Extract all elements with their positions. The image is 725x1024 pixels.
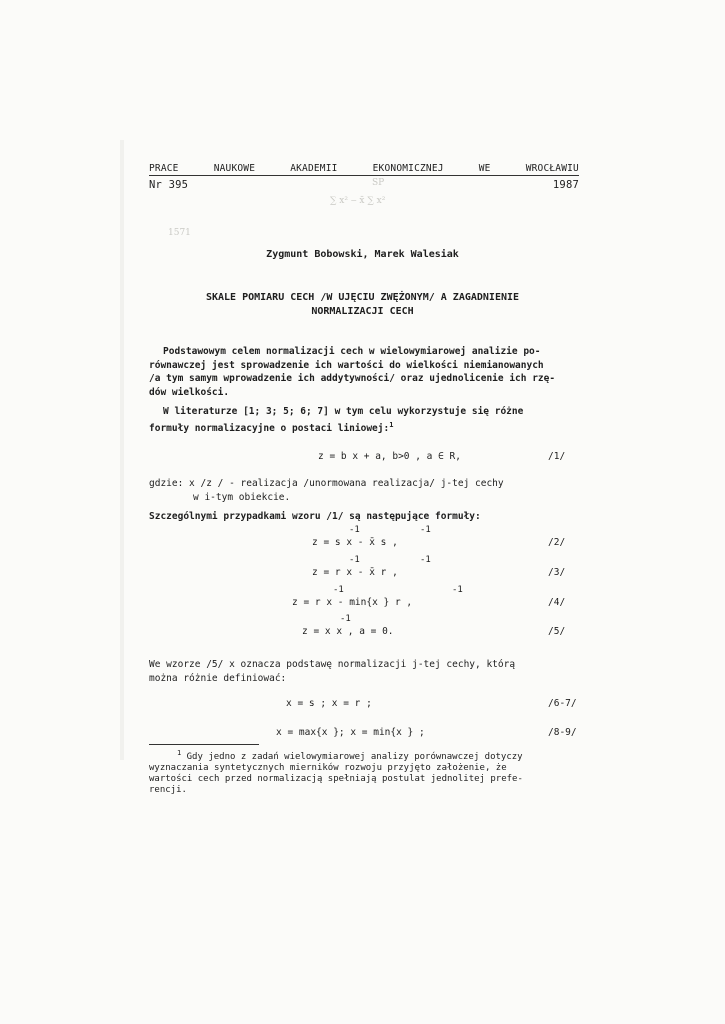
bleed-through-mark: SP [372,178,385,188]
equation-1: z = b x + a, b>0 , a ∈ R, [318,451,461,462]
definition-paragraph [149,477,581,504]
equation-8-9: x = max{x }; x = min{x } ; [276,727,425,738]
issue-line [149,179,579,191]
exponent-mark: -1 [333,585,344,595]
text-line [149,419,581,436]
special-cases-line: Szczególnymi przypadkami wzoru /1/ są następujące formuły: [149,511,481,522]
equation-4: z = r x - min{x } r , [292,597,413,608]
issue-year: 1987 [552,179,579,191]
footnote-reference: 1 [389,420,394,429]
equation-6-7-number: /6-7/ [548,698,577,709]
text-line [149,748,579,763]
exponent-mark: -1 [349,525,360,535]
footnote [149,748,579,796]
exponent-mark: -1 [420,525,431,535]
bleed-through-mark: 1571 [168,228,191,238]
equation-2: z = s x - x̄ s , [312,537,398,548]
equation-4-number: /4/ [548,597,566,608]
authors: Zygmunt Bobowski, Marek Walesiak [266,249,459,260]
literature-paragraph [149,405,581,435]
footnote-rule [149,744,259,745]
exponent-mark: -1 [349,555,360,565]
exponent-mark: -1 [340,614,351,624]
header-word: WROCŁAWIU [525,163,579,174]
paper-title-line-1: SKALE POMIARU CECH /W UJĘCIU ZWĘŻONYM/ A ZAGADNIENIE [205,292,520,303]
text-line: rencji. [149,785,187,795]
text-line: W literaturze [1; 3; 5; 6; 7] w tym celu wykorzystuje się różne [163,406,524,417]
text-line: /a tym samym wprowadzenie ich addytywności/ oraz ujednolicenie ich rzę- [149,373,556,384]
text-line: wyznaczania syntetycznych mierników rozwoju przyjęto założenie, że [149,763,507,773]
text-line: można różnie definiować: [149,672,287,684]
text-line: dów wielkości. [149,386,230,398]
text-line: w i-tym obiekcie. [193,491,291,503]
text-line: Podstawowym celem normalizacji cech w wielowymiarowej analizie po- [163,346,541,357]
equation-1-number: /1/ [548,451,566,462]
issue-number: Nr 395 [149,179,189,191]
header-word: AKADEMII [290,163,338,174]
normalization-base-paragraph [149,658,581,685]
exponent-mark: -1 [452,585,463,595]
text-line-content: Gdy jedno z zadań wielowymiarowej analizy porównawczej dotyczy [186,752,523,762]
equation-5-number: /5/ [548,626,566,637]
text-line: gdzie: x /z / - realizacja /unormowana realizacja/ j-tej cechy [149,478,504,489]
equation-2-number: /2/ [548,537,566,548]
header-word: EKONOMICZNEJ [372,163,444,174]
intro-paragraph [149,345,581,399]
text-line: wartości cech przed normalizacją spełniają postulat jednolitej prefe- [149,774,523,784]
text-line-content: formuły normalizacyjne o postaci liniowej: [149,422,390,434]
paper-title-line-2: NORMALIZACJI CECH [311,306,414,317]
header-word: NAUKOWE [213,163,256,174]
footnote-mark: 1 [177,749,182,757]
scan-shadow [120,140,124,760]
equation-6-7: x = s ; x = r ; [286,698,372,709]
header-word: PRACE [149,163,179,174]
text-line: równawczej jest sprowadzenie ich wartości do wielkości niemianowanych [149,359,544,371]
equation-8-9-number: /8-9/ [548,727,577,738]
equation-3-number: /3/ [548,567,566,578]
bleed-through-mark: ∑ x² ‒ x̄ ∑ x² [330,196,386,206]
text-line: We wzorze /5/ x oznacza podstawę normalizacji j-tej cechy, którą [149,659,516,670]
exponent-mark: -1 [420,555,431,565]
equation-5: z = x x , a = 0. [302,626,394,637]
equation-3: z = r x - x̄ r , [312,567,398,578]
header-word: WE [478,163,491,174]
journal-series-header [149,163,579,176]
